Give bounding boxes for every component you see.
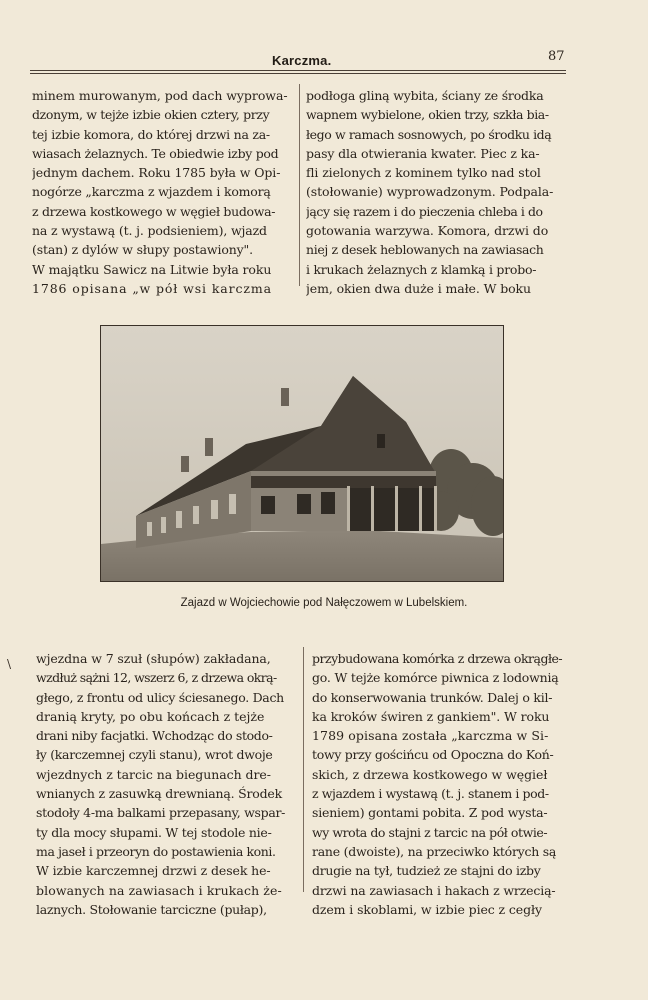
text-line: sieniem) gontami pobita. Z pod wysta- [312,805,548,821]
text-line: dzonym, w tejże izbie okien cztery, przy [32,107,270,123]
text-line: ty dla mocy słupami. W tej stodole nie- [36,824,272,840]
text-line: jednym dachem. Roku 1785 była w Opi- [32,165,281,181]
text-line: go. W tejże komórce piwnica z lodownią [312,670,559,686]
text-line: wiasach żelaznych. Te obiedwie izby pod [32,145,279,161]
text-line: pasy dla otwierania kwater. Piec z ka- [306,145,540,161]
header-rule [30,73,566,74]
column-divider [299,84,300,286]
text-line: fli zielonych z kominem tylko nad stol [306,165,541,181]
page-number: 87 [548,49,565,64]
text-line: minem murowanym, pod dach wyprowa- [32,88,288,103]
text-line: tej izbie komora, do której drzwi na za- [32,126,270,142]
text-line: głego, z frontu od ulicy ściesanego. Dach [36,689,284,705]
text-line: nogórze „karczma z wjazdem i komorą [32,184,271,200]
text-line: drugie na tył, tudzież ze stajni do izby [312,863,541,879]
inn-photograph [100,325,504,582]
top-right-column [306,86,568,298]
text-line: wy wrota do stajni z tarcic na pół otwie- [312,824,548,840]
text-line: W majątku Sawicz na Litwie była roku [32,261,272,277]
text-line: wapnem wybielone, okien trzy, szkła bia- [306,107,549,123]
text-line: wzdłuż sążni 12, wszerz 6, z drzewa okrą- [36,670,277,686]
bottom-left-column [36,649,296,919]
text-line: drani niby facjatki. Wchodząc do stodo- [36,728,273,744]
text-line: stodoły 4-ma balkami przepasany, wspar- [36,805,286,821]
text-line: W izbie karczemnej drzwi z desek he- [36,863,271,879]
column-divider [303,647,304,892]
text-line: (stan) z dylów w słupy postawiony". [32,242,253,258]
text-line: wnianych z zasuwką drewnianą. Środek [36,786,282,802]
text-line: jący się razem i do pieczenia chleba i do [306,203,543,219]
text-line: gotowania warzywa. Komora, drzwi do [306,223,549,239]
text-line: wjezdna w 7 szuł (słupów) zakładana, [36,651,271,666]
text-line: z wjazdem i wystawą (t. j. stanem i pod- [312,786,549,802]
text-line: 1786 opisana „w pół wsi karczma [32,280,273,296]
figure-caption: Zajazd w Wojciechowie pod Nałęczowem w Lubelskiem. [180,597,468,609]
bottom-right-column [312,649,574,919]
text-line: na z wystawą (t. j. podsieniem), wjazd [32,223,267,239]
text-line: blowanych na zawiasach i krukach że- [36,882,282,898]
text-line: podłoga gliną wybita, ściany ze środka [306,88,544,103]
margin-mark: \ [7,657,12,671]
text-line: dzem i skoblami, w izbie piec z cegły [312,901,542,917]
text-line: towy przy gościńcu od Opoczna do Koń- [312,747,554,763]
text-line: i krukach żelaznych z klamką i probo- [306,261,537,277]
text-line: przybudowana komórka z drzewa okrągłe- [312,651,563,666]
running-title: Karczma. [272,53,332,68]
text-line: (stołowanie) wyprowadzonym. Podpala- [306,184,554,200]
text-line: ka kroków świren z gankiem". W roku [312,708,550,724]
text-line: jem, okien dwa duże i małe. W boku [306,280,531,296]
text-line: wjezdnych z tarcic na biegunach dre- [36,766,271,782]
text-line: drzwi na zawiasach i hakach z wrzecią- [312,882,556,898]
text-line: 1789 opisana została „karczma w Si- [312,728,549,744]
text-line: laznych. Stołowanie tarciczne (pułap), [36,901,267,917]
text-line: skich, z drzewa kostkowego w węgieł [312,766,548,782]
text-line: dranią kryty, po obu końcach z tejże [36,708,265,724]
text-line: do konserwowania trunków. Dalej o kil- [312,689,553,705]
text-line: ły (karczemnej czyli stanu), wrot dwoje [36,747,273,763]
text-line: rane (dwoiste), na przeciwko których są [312,843,557,859]
text-line: łego w ramach sosnowych, po środku idą [306,126,552,142]
top-left-column [32,86,292,298]
text-line: ma jaseł i przeoryn do postawienia koni. [36,843,276,859]
text-line: z drzewa kostkowego w węgieł budowa- [32,203,276,219]
text-line: niej z desek heblowanych na zawiasach [306,242,544,258]
header-rule [30,70,566,71]
